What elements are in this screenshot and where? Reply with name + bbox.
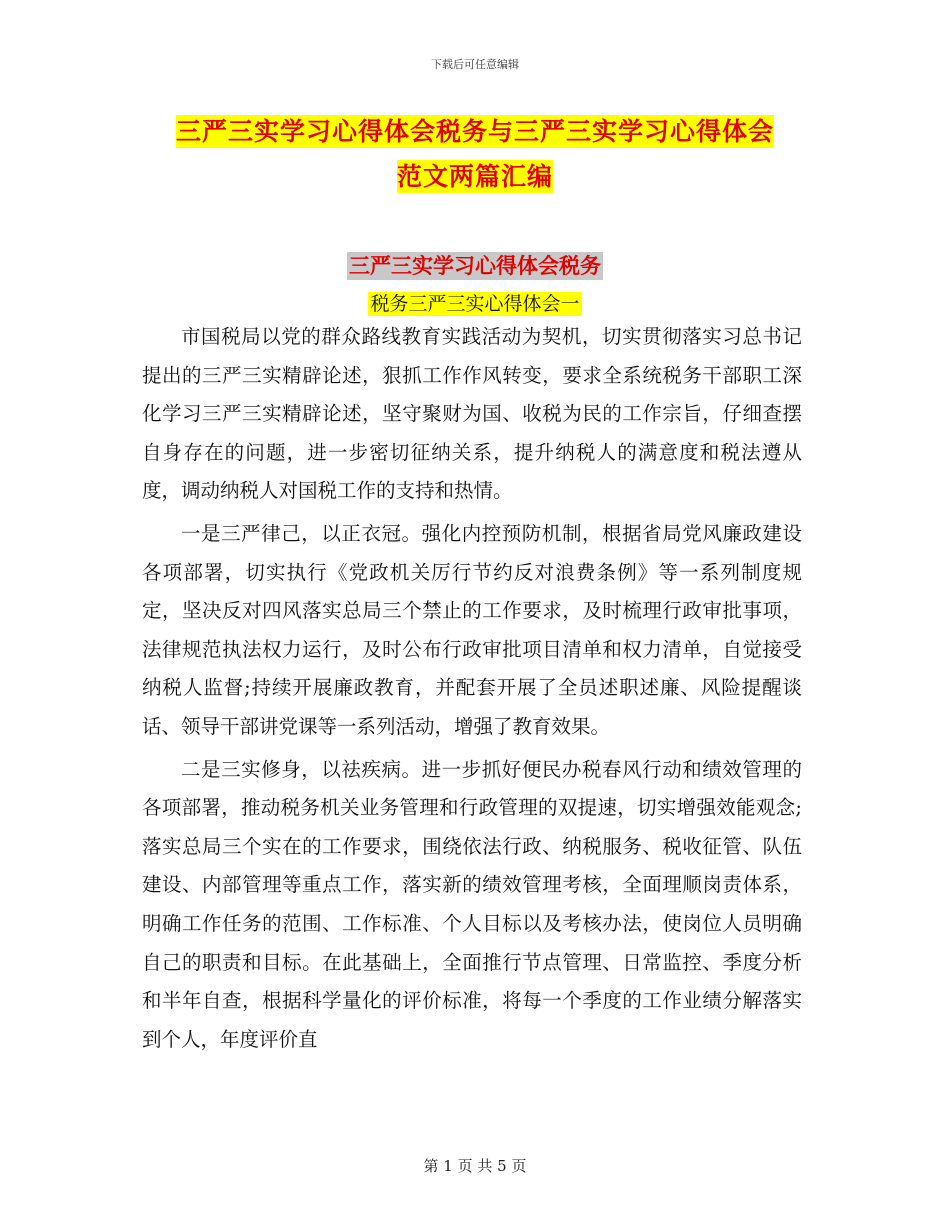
header-note: 下载后可任意编辑 — [431, 58, 519, 71]
page-footer: 第 1 页 共 5 页 — [423, 1157, 527, 1175]
document-title-line-2-text: 范文两篇汇编 — [396, 162, 553, 191]
document-title-line-2 — [0, 157, 950, 193]
section-title-text: 三严三实学习心得体会税务 — [349, 254, 601, 278]
body-paragraph-3: 二是三实修身，以祛疾病。进一步抓好便民办税春风行动和绩效管理的各项部署，推动税务机关业务管理和行政管理的双提速，切实增强效能观念;落实总局三个实在的工作要求，围绕依法行政、纳税服务、税收征管、队伍建设、内部管理等重点工作，落实新的绩效管理考核，全面理顺岗责体系，明确工作任务的范围、工作标准、个人目标以及考核办法，使岗位人员明确自己的职责和目标。在此基础上，全面推行节点管理、日常监控、季度分析和半年自查，根据科学量化的评价标准，将每一个季度的工作业绩分解落实到个人，年度评价直 — [142, 757, 802, 1051]
document-body — [142, 318, 802, 1063]
body-paragraph-1: 市国税局以党的群众路线教育实践活动为契机，切实贯彻落实习总书记提出的三严三实精辟论述，狠抓工作作风转变，要求全系统税务干部职工深化学习三严三实精辟论述，坚守聚财为国、收税为民的工作宗旨，仔细查摆自身存在的问题，进一步密切征纳关系，提升纳税人的满意度和税法遵从度，调动纳税人对国税工作的支持和热情。 — [142, 325, 802, 503]
document-title-line-1 — [0, 112, 950, 148]
section-subtitle — [0, 289, 950, 316]
section-subtitle-text: 税务三严三实心得体会一 — [370, 293, 580, 315]
section-title — [0, 250, 950, 280]
document-title-line-1-text: 三严三实学习心得体会税务与三严三实学习心得体会 — [175, 117, 774, 146]
body-paragraph-2: 一是三严律己，以正衣冠。强化内控预防机制，根据省局党风廉政建设各项部署，切实执行《党政机关厉行节约反对浪费条例》等一系列制度规定，坚决反对四风落实总局三个禁止的工作要求，及时梳理行政审批事项，法律规范执法权力运行，及时公布行政审批项目清单和权力清单，自觉接受纳税人监督;持续开展廉政教育，并配套开展了全员述职述廉、风险提醒谈话、领导干部讲党课等一系列活动，增强了教育效果。 — [142, 521, 802, 738]
